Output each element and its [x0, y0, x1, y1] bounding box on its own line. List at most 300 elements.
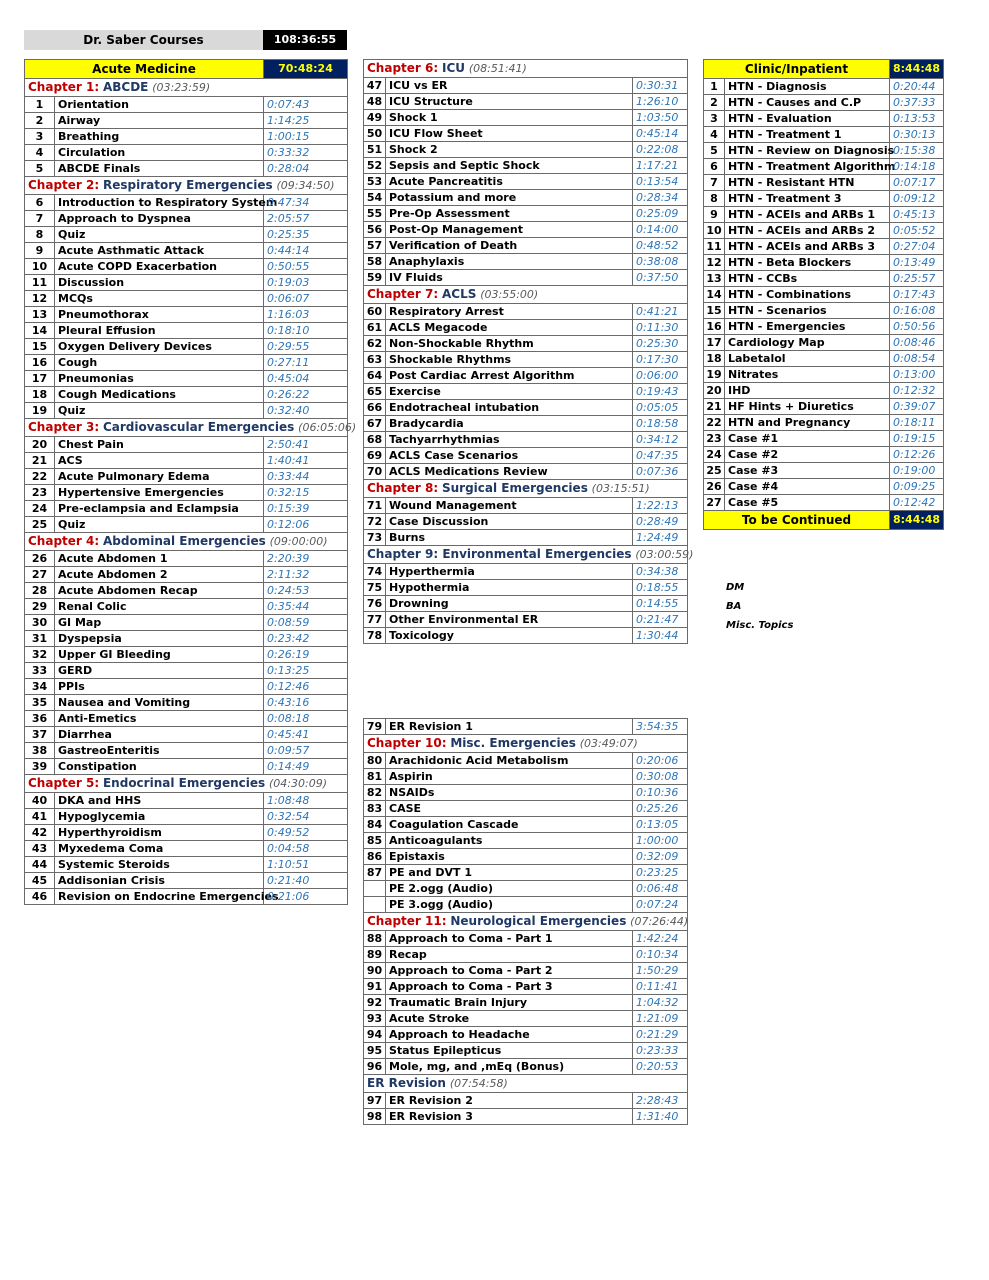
lesson-title: HTN - CCBs: [725, 271, 890, 287]
lesson-title: HTN - ACEIs and ARBs 3: [725, 239, 890, 255]
lesson-row: [25, 517, 348, 533]
lesson-row: [25, 663, 348, 679]
chapter-name: Respiratory Emergencies: [102, 178, 273, 192]
lesson-title: HTN - Beta Blockers: [725, 255, 890, 271]
lesson-duration: 0:41:21: [633, 304, 688, 320]
course-total-duration: 108:36:55: [263, 30, 347, 50]
lesson-number: 27: [704, 495, 725, 511]
chapter-number: Chapter 6:: [367, 61, 439, 75]
lesson-row: [25, 129, 348, 145]
chapter-duration: (09:00:00): [269, 535, 328, 548]
lesson-number: 5: [704, 143, 725, 159]
lesson-title: Mole, mg, and ,mEq (Bonus): [386, 1059, 633, 1075]
lesson-duration: 0:45:41: [264, 727, 348, 743]
lesson-title: Potassium and more: [386, 190, 633, 206]
lesson-duration: 1:00:00: [633, 833, 688, 849]
lesson-duration: 0:35:44: [264, 599, 348, 615]
lesson-number: 8: [704, 191, 725, 207]
lesson-duration: 0:43:16: [264, 695, 348, 711]
lesson-title: Traumatic Brain Injury: [386, 995, 633, 1011]
lesson-title: Case Discussion: [386, 514, 633, 530]
lesson-row: [364, 769, 688, 785]
lesson-row: [364, 596, 688, 612]
lesson-title: Constipation: [55, 759, 264, 775]
chapter-number: Chapter 1:: [28, 80, 100, 94]
lesson-row: [25, 371, 348, 387]
lesson-row: [364, 384, 688, 400]
lesson-duration: 1:17:21: [633, 158, 688, 174]
lesson-number: 1: [704, 79, 725, 95]
chapter-duration: (03:23:59): [152, 81, 211, 94]
lesson-title: Burns: [386, 530, 633, 546]
lesson-row: [364, 110, 688, 126]
chapter-number: Chapter 4:: [28, 534, 100, 548]
lesson-row: [25, 711, 348, 727]
lesson-title: GI Map: [55, 615, 264, 631]
lesson-title: Approach to Coma - Part 2: [386, 963, 633, 979]
chapter-duration: (04:30:09): [269, 777, 327, 790]
lesson-number: 21: [704, 399, 725, 415]
lesson-row: [704, 223, 944, 239]
misc-neuro-column: [363, 718, 687, 1125]
lesson-title: Nausea and Vomiting: [55, 695, 264, 711]
lesson-title: Chest Pain: [55, 437, 264, 453]
chapter-name: Neurological Emergencies: [450, 914, 627, 928]
lesson-title: Wound Management: [386, 498, 633, 514]
lesson-title: Exercise: [386, 384, 633, 400]
lesson-number: 76: [364, 596, 386, 612]
lesson-row: [25, 583, 348, 599]
lesson-duration: 1:16:03: [264, 307, 348, 323]
lesson-row: [364, 612, 688, 628]
lesson-number: 16: [704, 319, 725, 335]
lesson-duration: 0:20:44: [890, 79, 944, 95]
lesson-title: Breathing: [55, 129, 264, 145]
lesson-row: [364, 304, 688, 320]
lesson-number: 79: [364, 719, 386, 735]
lesson-title: Dyspepsia: [55, 631, 264, 647]
lesson-title: ABCDE Finals: [55, 161, 264, 177]
lesson-row: [364, 448, 688, 464]
lesson-duration: 0:13:54: [633, 174, 688, 190]
lesson-number: 3: [704, 111, 725, 127]
lesson-row: [704, 207, 944, 223]
lesson-number: 7: [25, 211, 55, 227]
lesson-title: Post Cardiac Arrest Algorithm: [386, 368, 633, 384]
lesson-row: [704, 239, 944, 255]
lesson-duration: 0:25:35: [264, 227, 348, 243]
lesson-title: Approach to Dyspnea: [55, 211, 264, 227]
lesson-duration: 0:14:49: [264, 759, 348, 775]
lesson-number: 39: [25, 759, 55, 775]
lesson-row: [25, 647, 348, 663]
lesson-number: 13: [704, 271, 725, 287]
lesson-duration: 0:13:25: [264, 663, 348, 679]
lesson-row: [704, 335, 944, 351]
lesson-number: 44: [25, 857, 55, 873]
lesson-title: Acute Abdomen 1: [55, 551, 264, 567]
lesson-title: Aspirin: [386, 769, 633, 785]
lesson-row: [704, 383, 944, 399]
lesson-duration: 0:18:11: [890, 415, 944, 431]
lesson-row: [364, 719, 688, 735]
chapter-number: Chapter 10:: [367, 736, 447, 750]
lesson-number: 70: [364, 464, 386, 480]
lesson-title: Quiz: [55, 517, 264, 533]
upcoming-topic: Misc. Topics: [726, 620, 794, 631]
chapter-header-row: [364, 286, 688, 304]
lesson-number: 45: [25, 873, 55, 889]
chapter-header-row: [364, 60, 688, 78]
lesson-row: [364, 865, 688, 881]
lesson-duration: 0:25:09: [633, 206, 688, 222]
lesson-number: 36: [25, 711, 55, 727]
lesson-number: 37: [25, 727, 55, 743]
lesson-number: 46: [25, 889, 55, 905]
lesson-duration: 0:47:34: [264, 195, 348, 211]
chapter-duration: (03:55:00): [480, 288, 539, 301]
lesson-duration: 0:38:08: [633, 254, 688, 270]
lesson-row: [25, 307, 348, 323]
lesson-title: HTN - Causes and C.P: [725, 95, 890, 111]
lesson-number: 32: [25, 647, 55, 663]
lesson-number: 26: [25, 551, 55, 567]
lesson-title: Non-Shockable Rhythm: [386, 336, 633, 352]
lesson-duration: 0:11:30: [633, 320, 688, 336]
lesson-title: Approach to Coma - Part 3: [386, 979, 633, 995]
lesson-row: [25, 841, 348, 857]
lesson-duration: 0:15:39: [264, 501, 348, 517]
lesson-row: [25, 211, 348, 227]
lesson-row: [704, 479, 944, 495]
lesson-row: [364, 254, 688, 270]
lesson-title: ICU Flow Sheet: [386, 126, 633, 142]
lesson-row: [25, 485, 348, 501]
lesson-number: 43: [25, 841, 55, 857]
lesson-duration: 0:07:17: [890, 175, 944, 191]
lesson-title: Acute Abdomen Recap: [55, 583, 264, 599]
lesson-title: Upper GI Bleeding: [55, 647, 264, 663]
course-title: Dr. Saber Courses: [24, 30, 263, 50]
lesson-number: 53: [364, 174, 386, 190]
chapter-header: [364, 913, 688, 931]
lesson-title: CASE: [386, 801, 633, 817]
lesson-title: Anti-Emetics: [55, 711, 264, 727]
lesson-title: HTN - Treatment 1: [725, 127, 890, 143]
lesson-number: 71: [364, 498, 386, 514]
lesson-row: [364, 580, 688, 596]
lesson-row: [364, 785, 688, 801]
lesson-title: Quiz: [55, 227, 264, 243]
lesson-number: 80: [364, 753, 386, 769]
lesson-duration: 0:14:18: [890, 159, 944, 175]
lesson-duration: 0:30:08: [633, 769, 688, 785]
lesson-duration: 0:22:08: [633, 142, 688, 158]
lesson-number: 96: [364, 1059, 386, 1075]
lesson-duration: 2:11:32: [264, 567, 348, 583]
lesson-duration: 0:27:11: [264, 355, 348, 371]
lesson-title: HF Hints + Diuretics: [725, 399, 890, 415]
lesson-title: Hyperthyroidism: [55, 825, 264, 841]
lesson-number: 18: [25, 387, 55, 403]
lesson-title: Recap: [386, 947, 633, 963]
lesson-duration: 0:11:41: [633, 979, 688, 995]
lesson-title: GERD: [55, 663, 264, 679]
lesson-number: 33: [25, 663, 55, 679]
lesson-row: [25, 97, 348, 113]
acute-medicine-column: [24, 59, 357, 905]
lesson-number: [364, 897, 386, 913]
chapter-duration: (07:54:58): [449, 1077, 508, 1090]
lesson-row: [25, 355, 348, 371]
lesson-row: [25, 615, 348, 631]
chapter-header: [25, 419, 357, 437]
lesson-duration: 0:30:31: [633, 78, 688, 94]
lesson-duration: 0:06:48: [633, 881, 688, 897]
lesson-row: [25, 227, 348, 243]
lesson-title: Other Environmental ER: [386, 612, 633, 628]
lesson-duration: 0:06:07: [264, 291, 348, 307]
lesson-row: [364, 833, 688, 849]
lesson-duration: 0:26:22: [264, 387, 348, 403]
lesson-duration: 0:45:04: [264, 371, 348, 387]
chapter-header-row: [25, 775, 348, 793]
lesson-number: 74: [364, 564, 386, 580]
lesson-row: [25, 323, 348, 339]
lesson-number: 51: [364, 142, 386, 158]
chapter-duration: (09:34:50): [276, 179, 335, 192]
chapter-header: [364, 480, 688, 498]
lesson-row: [25, 551, 348, 567]
lesson-number: 58: [364, 254, 386, 270]
chapter-header-row: [25, 177, 348, 195]
lesson-duration: 0:09:12: [890, 191, 944, 207]
lesson-title: Pre-Op Assessment: [386, 206, 633, 222]
lesson-duration: 0:30:13: [890, 127, 944, 143]
lesson-duration: 0:33:44: [264, 469, 348, 485]
lesson-duration: 0:33:32: [264, 145, 348, 161]
lesson-duration: 2:50:41: [264, 437, 348, 453]
lesson-row: [364, 1027, 688, 1043]
chapter-duration: (07:26:44): [630, 915, 689, 928]
lesson-duration: 0:44:14: [264, 243, 348, 259]
chapter-header: [25, 533, 348, 551]
chapter-number: Chapter 3:: [28, 420, 100, 434]
section-footer: [704, 511, 944, 530]
lesson-number: 62: [364, 336, 386, 352]
lesson-row: [364, 1011, 688, 1027]
lesson-title: Toxicology: [386, 628, 633, 644]
lesson-duration: 0:45:13: [890, 207, 944, 223]
lesson-row: [25, 291, 348, 307]
lesson-title: PPIs: [55, 679, 264, 695]
lesson-duration: 1:31:40: [633, 1109, 688, 1125]
lesson-title: HTN - Treatment Algorithm: [725, 159, 890, 175]
lesson-row: [364, 400, 688, 416]
lesson-row: [25, 469, 348, 485]
lesson-title: Bradycardia: [386, 416, 633, 432]
lesson-duration: 0:18:10: [264, 323, 348, 339]
section-title: Acute Medicine: [25, 60, 264, 79]
chapter-header: [364, 286, 688, 304]
lesson-duration: 0:19:15: [890, 431, 944, 447]
lesson-row: [704, 191, 944, 207]
lesson-duration: 0:21:06: [264, 889, 348, 905]
lesson-number: 10: [704, 223, 725, 239]
clinic-inpatient-column: [703, 59, 943, 530]
lesson-row: [364, 174, 688, 190]
lesson-title: Respiratory Arrest: [386, 304, 633, 320]
lesson-duration: 0:32:40: [264, 403, 348, 419]
course-header: [24, 30, 347, 50]
lesson-number: 15: [25, 339, 55, 355]
lesson-row: [704, 415, 944, 431]
chapter-header: [364, 60, 688, 78]
lesson-title: Anaphylaxis: [386, 254, 633, 270]
chapter-number: Chapter 2:: [28, 178, 100, 192]
lesson-number: 24: [704, 447, 725, 463]
chapter-header-row: [364, 546, 688, 564]
lesson-row: [25, 857, 348, 873]
lesson-duration: 1:42:24: [633, 931, 688, 947]
lesson-row: [704, 127, 944, 143]
chapter-header-row: [364, 480, 688, 498]
lesson-duration: 1:08:48: [264, 793, 348, 809]
lesson-number: 30: [25, 615, 55, 631]
lesson-title: IV Fluids: [386, 270, 633, 286]
lesson-duration: 0:20:53: [633, 1059, 688, 1075]
lesson-row: [364, 1043, 688, 1059]
lesson-number: 17: [25, 371, 55, 387]
lesson-number: 1: [25, 97, 55, 113]
lesson-number: 81: [364, 769, 386, 785]
lesson-number: 41: [25, 809, 55, 825]
lesson-duration: 0:13:05: [633, 817, 688, 833]
lesson-row: [364, 514, 688, 530]
lesson-duration: 0:08:18: [264, 711, 348, 727]
lesson-number: 29: [25, 599, 55, 615]
lesson-number: 84: [364, 817, 386, 833]
lesson-number: 98: [364, 1109, 386, 1125]
section-title: Clinic/Inpatient: [704, 60, 890, 79]
lesson-duration: 0:34:12: [633, 432, 688, 448]
lesson-title: Verification of Death: [386, 238, 633, 254]
lesson-title: Cough Medications: [55, 387, 264, 403]
lesson-title: HTN - Review on Diagnosis: [725, 143, 890, 159]
lesson-row: [364, 1109, 688, 1125]
lesson-title: Hypertensive Emergencies: [55, 485, 264, 501]
lesson-number: 55: [364, 206, 386, 222]
lesson-duration: 1:26:10: [633, 94, 688, 110]
lesson-title: ACS: [55, 453, 264, 469]
lesson-row: [364, 270, 688, 286]
lesson-number: 19: [25, 403, 55, 419]
lesson-row: [25, 403, 348, 419]
lesson-title: Hypoglycemia: [55, 809, 264, 825]
lesson-duration: 0:05:05: [633, 400, 688, 416]
lesson-title: Case #3: [725, 463, 890, 479]
lesson-duration: 0:28:34: [633, 190, 688, 206]
lesson-title: Drowning: [386, 596, 633, 612]
lesson-number: 15: [704, 303, 725, 319]
lesson-number: 23: [704, 431, 725, 447]
lesson-number: 6: [704, 159, 725, 175]
lesson-row: [704, 495, 944, 511]
lesson-number: 88: [364, 931, 386, 947]
lesson-number: 16: [25, 355, 55, 371]
lesson-row: [364, 222, 688, 238]
lesson-duration: 0:06:00: [633, 368, 688, 384]
lesson-duration: 0:21:40: [264, 873, 348, 889]
lesson-number: 64: [364, 368, 386, 384]
lesson-title: Pleural Effusion: [55, 323, 264, 339]
lesson-row: [364, 190, 688, 206]
lesson-title: Post-Op Management: [386, 222, 633, 238]
chapter-duration: (03:49:07): [579, 737, 638, 750]
lesson-title: Pre-eclampsia and Eclampsia: [55, 501, 264, 517]
lesson-number: 54: [364, 190, 386, 206]
lesson-duration: 0:05:52: [890, 223, 944, 239]
lesson-number: 77: [364, 612, 386, 628]
lesson-row: [704, 287, 944, 303]
lesson-duration: 0:47:35: [633, 448, 688, 464]
lesson-title: Renal Colic: [55, 599, 264, 615]
section-total: 70:48:24: [264, 60, 348, 79]
lesson-row: [25, 679, 348, 695]
chapter-header-row: [364, 913, 688, 931]
lesson-number: 19: [704, 367, 725, 383]
lesson-row: [364, 564, 688, 580]
lesson-row: [25, 793, 348, 809]
lesson-number: 89: [364, 947, 386, 963]
lesson-number: 57: [364, 238, 386, 254]
lesson-title: ER Revision 1: [386, 719, 633, 735]
lesson-number: 22: [25, 469, 55, 485]
lesson-number: 75: [364, 580, 386, 596]
lesson-title: Endotracheal intubation: [386, 400, 633, 416]
lesson-duration: 0:28:49: [633, 514, 688, 530]
lesson-title: Acute Stroke: [386, 1011, 633, 1027]
lesson-title: PE 3.ogg (Audio): [386, 897, 633, 913]
lesson-number: 13: [25, 307, 55, 323]
lesson-number: 69: [364, 448, 386, 464]
lesson-title: Oxygen Delivery Devices: [55, 339, 264, 355]
lesson-title: MCQs: [55, 291, 264, 307]
lesson-duration: 1:21:09: [633, 1011, 688, 1027]
lesson-row: [364, 963, 688, 979]
lesson-row: [704, 447, 944, 463]
lesson-row: [364, 238, 688, 254]
lesson-number: 9: [25, 243, 55, 259]
lesson-title: Acute Asthmatic Attack: [55, 243, 264, 259]
lesson-duration: 0:12:32: [890, 383, 944, 399]
lesson-title: DKA and HHS: [55, 793, 264, 809]
lesson-number: 5: [25, 161, 55, 177]
lesson-duration: 2:20:39: [264, 551, 348, 567]
chapter-name: Cardiovascular Emergencies: [102, 420, 295, 434]
lesson-title: ACLS Medications Review: [386, 464, 633, 480]
lesson-row: [364, 94, 688, 110]
lesson-duration: 0:37:33: [890, 95, 944, 111]
lesson-title: Approach to Headache: [386, 1027, 633, 1043]
chapter-duration: (08:51:41): [468, 62, 527, 75]
lesson-duration: 0:17:43: [890, 287, 944, 303]
lesson-title: Approach to Coma - Part 1: [386, 931, 633, 947]
lesson-title: ICU vs ER: [386, 78, 633, 94]
lesson-title: Addisonian Crisis: [55, 873, 264, 889]
lesson-row: [364, 206, 688, 222]
lesson-number: 83: [364, 801, 386, 817]
